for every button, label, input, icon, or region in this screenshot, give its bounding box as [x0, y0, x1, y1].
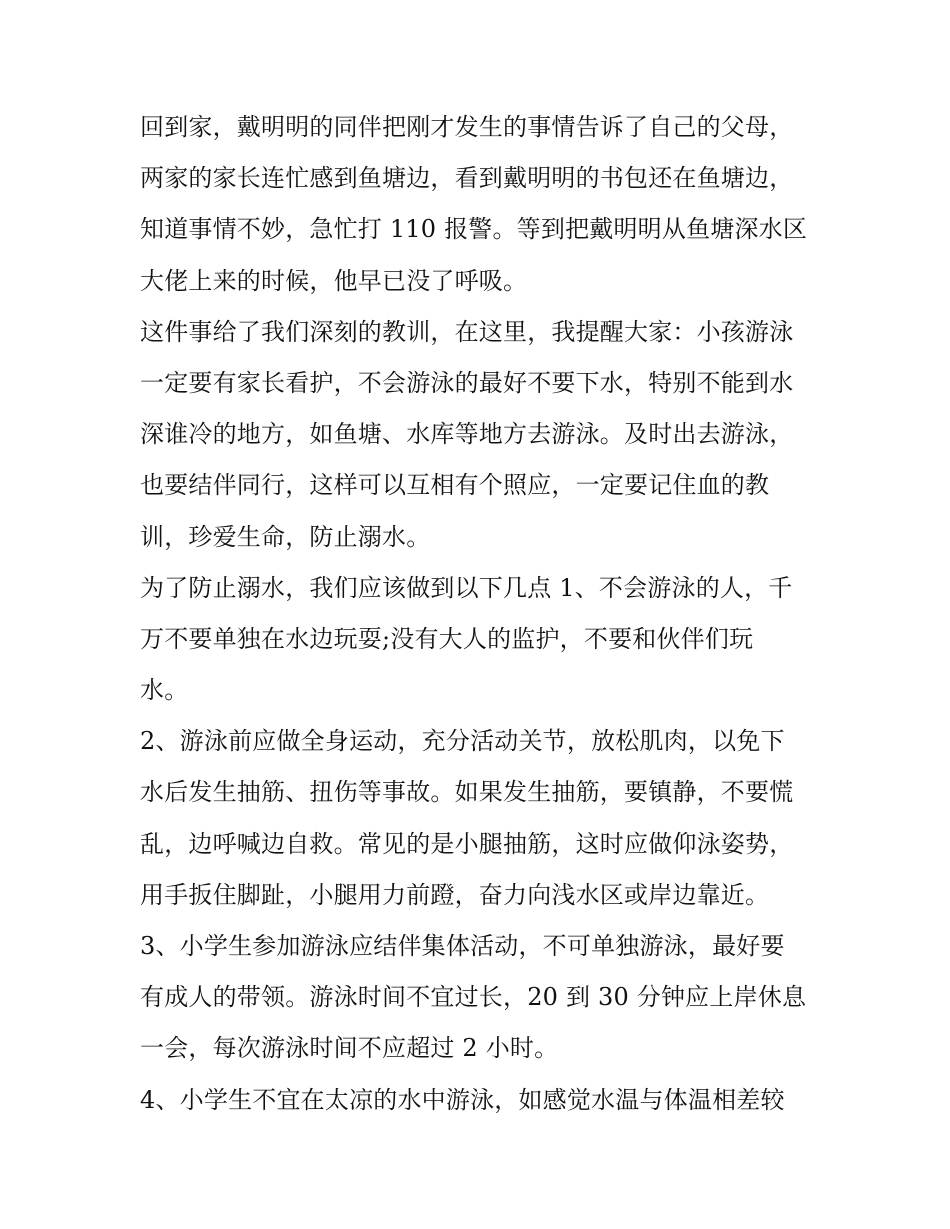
text-line: 4、小学生不宜在太凉的水中游泳，如感觉水温与体温相差较 [140, 1085, 785, 1114]
text-line: 训，珍爱生命，防止溺水。 [140, 522, 431, 551]
text-line: 回到家，戴明明的同伴把刚才发生的事情告诉了自己的父母， [140, 113, 794, 141]
text-line: 为了防止溺水，我们应该做到以下几点 1、不会游泳的人，千 [140, 573, 793, 602]
text-line: 知道事情不妙，急忙打 110 报警。等到把戴明明从鱼塘深水区 [140, 215, 808, 244]
text-line: 一定要有家长看护，不会游泳的最好不要下水，特别不能到水 [140, 368, 794, 397]
text-line: 一会，每次游泳时间不应超过 2 小时。 [140, 1034, 559, 1063]
text-line: 大佬上来的时候，他早已没了呼吸。 [140, 266, 528, 295]
text-line: 3、小学生参加游泳应结伴集体活动，不可单独游泳，最好要 [140, 932, 785, 960]
text-line: 水。 [140, 676, 189, 705]
text-line: 水后发生抽筋、扭伤等事故。如果发生抽筋，要镇静，不要慌 [140, 778, 794, 807]
text-line: 2、游泳前应做全身运动，充分活动关节，放松肌肉，以免下 [140, 727, 785, 756]
text-line: 深谁冷的地方，如鱼塘、水库等地方去游泳。及时出去游泳， [140, 420, 794, 449]
text-line: 这件事给了我们深刻的教训，在这里，我提醒大家：小孩游泳 [140, 317, 794, 346]
text-line: 有成人的带领。游泳时间不宜过长，20 到 30 分钟应上岸休息 [140, 983, 807, 1012]
text-line: 也要结伴同行，这样可以互相有个照应，一定要记住血的教 [140, 471, 770, 500]
text-line: 用手扳住脚趾，小腿用力前蹬，奋力向浅水区或岸边靠近。 [140, 880, 770, 909]
text-line: 乱，边呼喊边自救。常见的是小腿抽筋，这时应做仰泳姿势， [140, 829, 794, 858]
text-line: 万不要单独在水边玩耍;没有大人的监护，不要和伙伴们玩 [140, 624, 754, 653]
text-line: 两家的家长连忙感到鱼塘边，看到戴明明的书包还在鱼塘边， [140, 164, 794, 193]
document-body [140, 102, 830, 1126]
